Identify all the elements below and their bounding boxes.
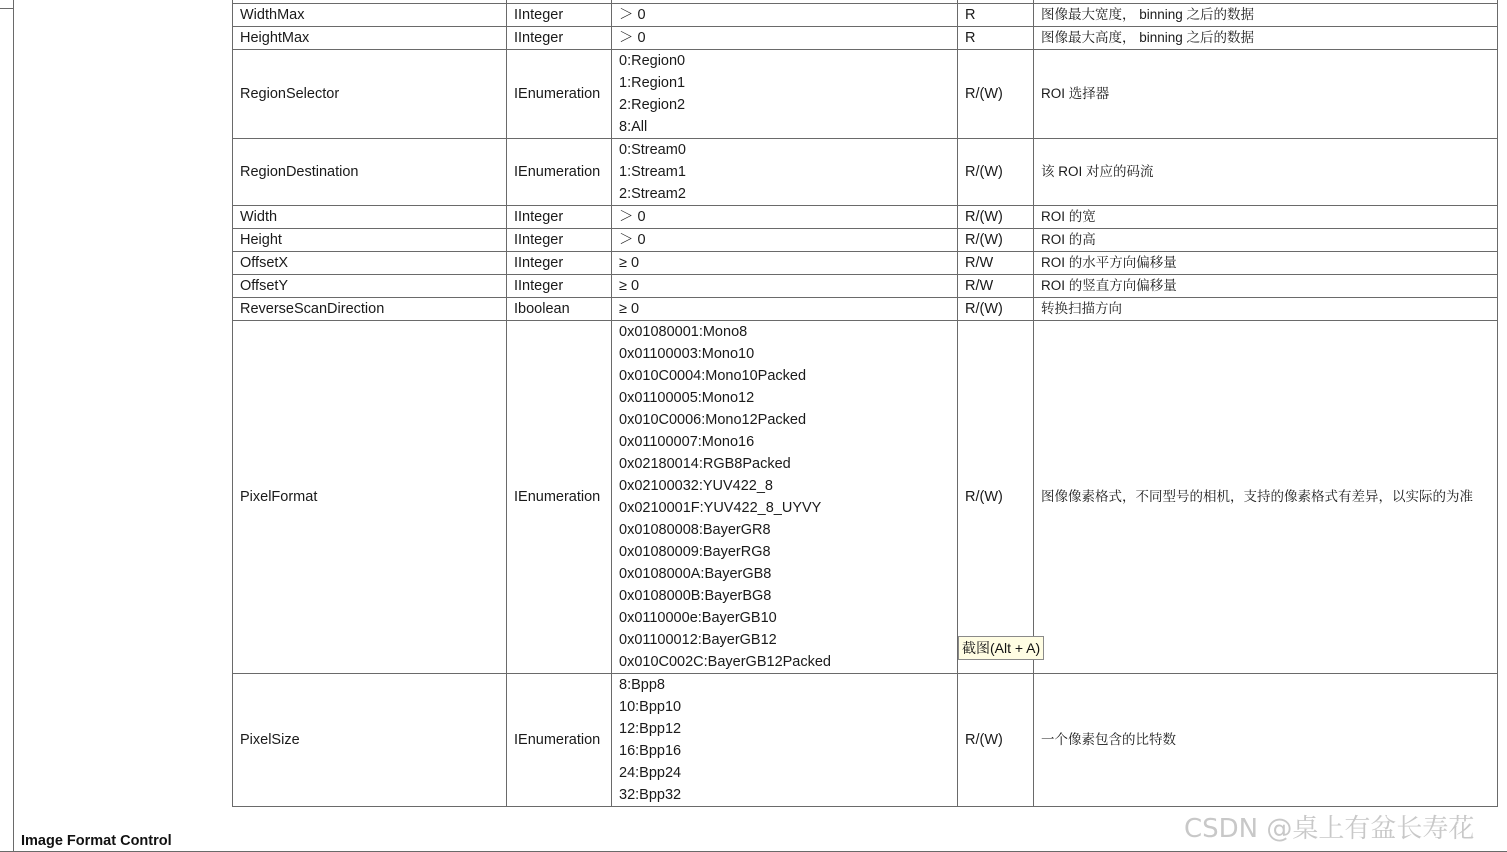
param-value: 0x01100012:BayerGB12 bbox=[619, 632, 777, 648]
param-description: 图像像素格式，不同型号的相机，支持的像素格式有差异，以实际的为准 bbox=[1034, 321, 1498, 674]
param-name: OffsetY bbox=[233, 275, 507, 298]
param-name: ReverseScanDirection bbox=[233, 298, 507, 321]
param-access: R/(W) bbox=[958, 298, 1034, 321]
param-values bbox=[612, 50, 958, 139]
param-row-pixelformat bbox=[233, 321, 1498, 674]
param-type: IInteger bbox=[507, 275, 612, 298]
param-type: IInteger bbox=[507, 252, 612, 275]
param-value: 0x01080008:BayerGR8 bbox=[619, 522, 771, 538]
param-values bbox=[612, 252, 958, 275]
param-description: 该 ROI 对应的码流 bbox=[1034, 139, 1498, 206]
param-value: 1:Region1 bbox=[619, 75, 686, 91]
param-value: 0x010C0004:Mono10Packed bbox=[619, 368, 807, 384]
param-row-reversescandirection bbox=[233, 298, 1498, 321]
param-name: HeightMax bbox=[233, 27, 507, 50]
param-value: 1:Stream1 bbox=[619, 164, 686, 180]
param-type: IEnumeration bbox=[507, 674, 612, 807]
param-access: R/(W) bbox=[958, 206, 1034, 229]
param-value: ≥ 0 bbox=[619, 278, 640, 294]
param-row-heightmax bbox=[233, 27, 1498, 50]
param-access: R/(W) bbox=[958, 321, 1034, 674]
screenshot-shortcut-tooltip: 截图(Alt + A) bbox=[958, 636, 1044, 660]
param-description: 转换扫描方向 bbox=[1034, 298, 1498, 321]
param-values bbox=[612, 4, 958, 27]
param-value: 0x02180014:RGB8Packed bbox=[619, 456, 791, 472]
param-type: IInteger bbox=[507, 4, 612, 27]
param-name: Height bbox=[233, 229, 507, 252]
param-value: 0x02100032:YUV422_8 bbox=[619, 478, 773, 494]
param-type: IEnumeration bbox=[507, 50, 612, 139]
param-values bbox=[612, 206, 958, 229]
param-description: 图像最大高度， binning 之后的数据 bbox=[1034, 27, 1498, 50]
param-value: 0x01100007:Mono16 bbox=[619, 434, 755, 450]
param-type: IEnumeration bbox=[507, 321, 612, 674]
param-value: 8:Bpp8 bbox=[619, 677, 665, 693]
param-row-offsetx bbox=[233, 252, 1498, 275]
param-value: 12:Bpp12 bbox=[619, 721, 682, 737]
param-value: ＞ 0 bbox=[619, 30, 646, 46]
param-value: 2:Stream2 bbox=[619, 186, 686, 202]
param-value: 0x01100005:Mono12 bbox=[619, 390, 755, 406]
param-name: PixelSize bbox=[233, 674, 507, 807]
param-row-offsety bbox=[233, 275, 1498, 298]
param-access: R/(W) bbox=[958, 229, 1034, 252]
param-value: 0x010C002C:BayerGB12Packed bbox=[619, 654, 831, 670]
param-values bbox=[612, 674, 958, 807]
param-values bbox=[612, 298, 958, 321]
param-value: 8:All bbox=[619, 119, 648, 135]
param-value: ＞ 0 bbox=[619, 7, 646, 23]
param-row-width bbox=[233, 206, 1498, 229]
param-description: ROI 的宽 bbox=[1034, 206, 1498, 229]
param-values bbox=[612, 139, 958, 206]
param-name: RegionDestination bbox=[233, 139, 507, 206]
category-cell bbox=[14, 0, 232, 852]
param-value: 0x01100003:Mono10 bbox=[619, 346, 755, 362]
param-access: R/(W) bbox=[958, 50, 1034, 139]
param-description: ROI 的水平方向偏移量 bbox=[1034, 252, 1498, 275]
param-value: 24:Bpp24 bbox=[619, 765, 682, 781]
param-name: PixelFormat bbox=[233, 321, 507, 674]
param-name: Width bbox=[233, 206, 507, 229]
param-value: 0x010C0006:Mono12Packed bbox=[619, 412, 807, 428]
param-row-height bbox=[233, 229, 1498, 252]
table-border-top bbox=[0, 8, 13, 9]
param-values bbox=[612, 27, 958, 50]
param-value: ≥ 0 bbox=[619, 301, 640, 317]
param-access: R/(W) bbox=[958, 674, 1034, 807]
param-values bbox=[612, 275, 958, 298]
param-row-widthmax bbox=[233, 4, 1498, 27]
param-value: 0x0108000B:BayerBG8 bbox=[619, 588, 772, 604]
param-access: R/W bbox=[958, 275, 1034, 298]
param-description: ROI 选择器 bbox=[1034, 50, 1498, 139]
param-name: RegionSelector bbox=[233, 50, 507, 139]
param-value: 0x0110000e:BayerGB10 bbox=[619, 610, 777, 626]
param-value: ＞ 0 bbox=[619, 232, 646, 248]
param-type: Iboolean bbox=[507, 298, 612, 321]
param-value: 0:Stream0 bbox=[619, 142, 686, 158]
param-type: IInteger bbox=[507, 229, 612, 252]
param-name: OffsetX bbox=[233, 252, 507, 275]
param-values bbox=[612, 229, 958, 252]
param-value: ＞ 0 bbox=[619, 209, 646, 225]
param-row-pixelsize bbox=[233, 674, 1498, 807]
param-value: 0x01080009:BayerRG8 bbox=[619, 544, 771, 560]
param-value: 0x0210001F:YUV422_8_UYVY bbox=[619, 500, 822, 516]
param-access: R/W bbox=[958, 252, 1034, 275]
param-row-regionselector bbox=[233, 50, 1498, 139]
param-row-regiondestination bbox=[233, 139, 1498, 206]
parameter-table-body bbox=[233, 0, 1498, 807]
param-value: 32:Bpp32 bbox=[619, 787, 682, 803]
param-description: ROI 的竖直方向偏移量 bbox=[1034, 275, 1498, 298]
category-label: Image Format Control bbox=[21, 833, 172, 849]
param-type: IInteger bbox=[507, 206, 612, 229]
param-description: ROI 的高 bbox=[1034, 229, 1498, 252]
param-values bbox=[612, 321, 958, 674]
param-name: WidthMax bbox=[233, 4, 507, 27]
param-description: 一个像素包含的比特数 bbox=[1034, 674, 1498, 807]
param-access: R bbox=[958, 4, 1034, 27]
param-value: ≥ 0 bbox=[619, 255, 640, 271]
watermark: CSDN @桌上有盆长寿花 bbox=[1184, 814, 1475, 844]
param-value: 16:Bpp16 bbox=[619, 743, 682, 759]
param-access: R/(W) bbox=[958, 139, 1034, 206]
parameter-table bbox=[232, 0, 1498, 807]
param-value: 0x0108000A:BayerGB8 bbox=[619, 566, 772, 582]
param-description: 图像最大宽度， binning 之后的数据 bbox=[1034, 4, 1498, 27]
param-type: IInteger bbox=[507, 27, 612, 50]
param-value: 10:Bpp10 bbox=[619, 699, 682, 715]
param-access: R bbox=[958, 27, 1034, 50]
param-type: IEnumeration bbox=[507, 139, 612, 206]
param-value: 0x01080001:Mono8 bbox=[619, 324, 748, 340]
param-value: 0:Region0 bbox=[619, 53, 686, 69]
param-value: 2:Region2 bbox=[619, 97, 686, 113]
